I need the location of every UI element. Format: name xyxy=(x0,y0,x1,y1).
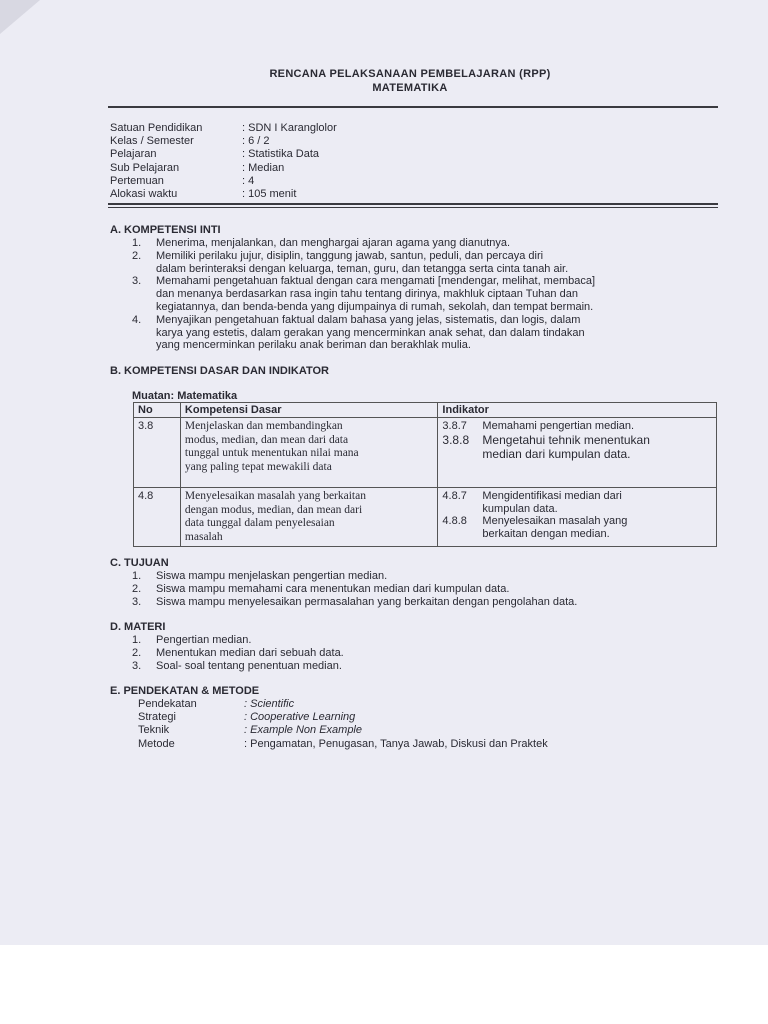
list-item xyxy=(132,275,722,313)
list-item xyxy=(132,634,722,647)
identity-value: : Median xyxy=(242,161,285,174)
item-text: Memiliki perilaku jujur, disiplin, tanggung jawab, santun, peduli, dan percaya diri xyxy=(156,249,544,262)
meta-label: Strategi xyxy=(138,711,176,724)
item-text: Menentukan median dari sebuah data. xyxy=(156,646,344,659)
kd-text: tunggal untuk menentukan nilai mana xyxy=(184,447,359,459)
item-text: Soal- soal tentang penentuan median. xyxy=(156,659,342,672)
identity-divider-top xyxy=(108,203,718,205)
meta-row xyxy=(138,711,548,724)
item-number: 2. xyxy=(132,249,142,262)
approach-method-block xyxy=(138,698,548,751)
item-text: Siswa mampu menyelesaikan permasalahan yang berkaitan dengan pengolahan data. xyxy=(156,595,578,608)
list-item xyxy=(132,647,722,660)
identity-value: : 6 / 2 xyxy=(242,135,270,148)
meta-label: Pendekatan xyxy=(138,698,197,710)
kd-text: modus, median, dan mean dari data xyxy=(184,433,349,446)
identity-row xyxy=(110,175,337,188)
identity-row xyxy=(110,122,337,135)
meta-row xyxy=(138,738,548,751)
meta-value: : Example Non Example xyxy=(244,724,362,737)
tujuan-list xyxy=(132,570,722,608)
kd-text: dengan modus, median, dan mean dari xyxy=(184,503,363,516)
indicator xyxy=(442,515,712,540)
item-number: 3. xyxy=(132,659,142,672)
indicator-text: Mengetahui tehnik menentukan xyxy=(482,432,650,447)
identity-row xyxy=(110,162,337,175)
identity-value: : SDN I Karanglolor xyxy=(242,122,337,134)
list-item xyxy=(132,660,722,673)
item-number: 4. xyxy=(132,313,142,326)
meta-value: : Pengamatan, Penugasan, Tanya Jawab, Diskusi dan Praktek xyxy=(244,737,548,750)
materi-list xyxy=(132,634,722,672)
document-subtitle: MATEMATIKA xyxy=(372,82,448,94)
kompetensi-dasar-cell xyxy=(180,488,438,547)
list-item xyxy=(132,250,722,276)
indicator-text: Mengidentifikasi median dari xyxy=(482,490,622,502)
item-text: dalam berinteraksi dengan keluarga, teman, guru, dan tetangga serta cinta tanah air. xyxy=(156,262,569,275)
kd-text: Menyelesaikan masalah yang berkaitan xyxy=(184,490,366,502)
indicator-text: median dari kumpulan data. xyxy=(482,446,631,461)
item-text: Siswa mampu menjelaskan pengertian median. xyxy=(156,570,388,582)
item-text: Siswa mampu memahami cara menentukan median dari kumpulan data. xyxy=(156,582,510,595)
kd-text: Menjelaskan dan membandingkan xyxy=(184,420,343,432)
column-header: No xyxy=(134,403,181,418)
identity-label: Satuan Pendidikan xyxy=(110,122,203,134)
list-item xyxy=(132,570,722,583)
identity-value: : 4 xyxy=(242,174,255,187)
list-item xyxy=(132,583,722,596)
identity-block xyxy=(110,122,337,201)
competency-table xyxy=(133,402,717,547)
meta-value: : Cooperative Learning xyxy=(244,711,356,724)
section-b-title: B. KOMPETENSI DASAR DAN INDIKATOR xyxy=(110,365,329,377)
identity-row xyxy=(110,188,337,201)
item-number: 3. xyxy=(132,275,142,288)
list-item xyxy=(132,237,722,250)
section-a-title: A. KOMPETENSI INTI xyxy=(110,224,221,236)
identity-label: Kelas / Semester xyxy=(110,135,194,148)
kd-text: data tunggal dalam penyelesaian xyxy=(184,517,335,529)
section-e-title: E. PENDEKATAN & METODE xyxy=(110,685,260,697)
row-number: 3.8 xyxy=(134,418,181,488)
item-text: Memahami pengetahuan faktual dengan cara mengamati [mendengar, melihat, membaca] xyxy=(156,275,596,288)
identity-row xyxy=(110,148,337,161)
indicator-code: 4.8.8 xyxy=(442,515,467,527)
item-text: Pengertian median. xyxy=(156,634,252,646)
item-text: Menerima, menjalankan, dan menghargai ajaran agama yang dianutnya. xyxy=(156,237,511,249)
table-header-row xyxy=(134,403,717,418)
identity-label: Alokasi waktu xyxy=(110,187,178,200)
identity-divider-bottom xyxy=(108,207,718,208)
item-text: dan menanya berdasarkan rasa ingin tahu tentang dirinya, makhluk ciptaan Tuhan dan xyxy=(156,288,578,301)
indicator-text: Memahami pengertian median. xyxy=(482,420,635,432)
column-header: Indikator xyxy=(438,403,717,418)
item-text: karya yang estetis, dalam gerakan yang mencerminkan anak sehat, dan dalam tindakan xyxy=(156,326,585,339)
section-d-title: D. MATERI xyxy=(110,621,166,633)
meta-row xyxy=(138,724,548,737)
row-number: 4.8 xyxy=(134,488,181,547)
identity-value: : 105 menit xyxy=(242,187,297,200)
indicator-text: kumpulan data. xyxy=(482,502,558,515)
item-number: 1. xyxy=(132,634,142,646)
indicator-code: 3.8.7 xyxy=(442,420,467,432)
muatan-label: Muatan: Matematika xyxy=(132,390,238,402)
identity-row xyxy=(110,135,337,148)
list-item xyxy=(132,314,722,352)
kompetensi-dasar-cell xyxy=(180,418,438,488)
section-c-title: C. TUJUAN xyxy=(110,557,169,569)
identity-label: Sub Pelajaran xyxy=(110,161,180,174)
meta-label: Metode xyxy=(138,737,175,750)
item-number: 3. xyxy=(132,595,142,608)
indicator-text: berkaitan dengan median. xyxy=(482,527,610,540)
item-number: 2. xyxy=(132,646,142,659)
item-number: 1. xyxy=(132,570,142,582)
indicator xyxy=(442,433,712,461)
indicator xyxy=(442,420,712,433)
table-row xyxy=(134,488,717,547)
item-text: Menyajikan pengetahuan faktual dalam bahasa yang jelas, sistematis, dan logis, dalam xyxy=(156,313,581,326)
indikator-cell xyxy=(438,488,717,547)
meta-row xyxy=(138,698,548,711)
identity-value: : Statistika Data xyxy=(242,148,320,161)
indicator-code: 4.8.7 xyxy=(442,490,467,502)
kd-text: masalah xyxy=(184,530,223,543)
folded-corner xyxy=(0,0,40,34)
meta-value: : Scientific xyxy=(244,698,295,710)
identity-label: Pelajaran xyxy=(110,148,157,161)
meta-label: Teknik xyxy=(138,724,170,737)
kd-text: yang paling tepat mewakili data xyxy=(184,460,332,473)
identity-label: Pertemuan xyxy=(110,174,164,187)
kompetensi-inti-list xyxy=(132,237,722,352)
indicator xyxy=(442,490,712,515)
indikator-cell xyxy=(438,418,717,488)
table-row xyxy=(134,418,717,488)
column-header: Kompetensi Dasar xyxy=(180,403,438,418)
item-number: 2. xyxy=(132,582,142,595)
item-number: 1. xyxy=(132,237,142,249)
item-text: yang mencerminkan perilaku anak beriman dan berakhlak mulia. xyxy=(156,339,471,352)
header-divider xyxy=(108,106,718,108)
document-title: RENCANA PELAKSANAAN PEMBELAJARAN (RPP) xyxy=(269,68,551,80)
list-item xyxy=(132,596,722,609)
indicator-text: Menyelesaikan masalah yang xyxy=(482,515,628,527)
item-text: kegiatannya, dan benda-benda yang dijumpainya di rumah, sekolah, dan tempat bermain. xyxy=(156,300,594,313)
indicator-code: 3.8.8 xyxy=(442,432,470,447)
